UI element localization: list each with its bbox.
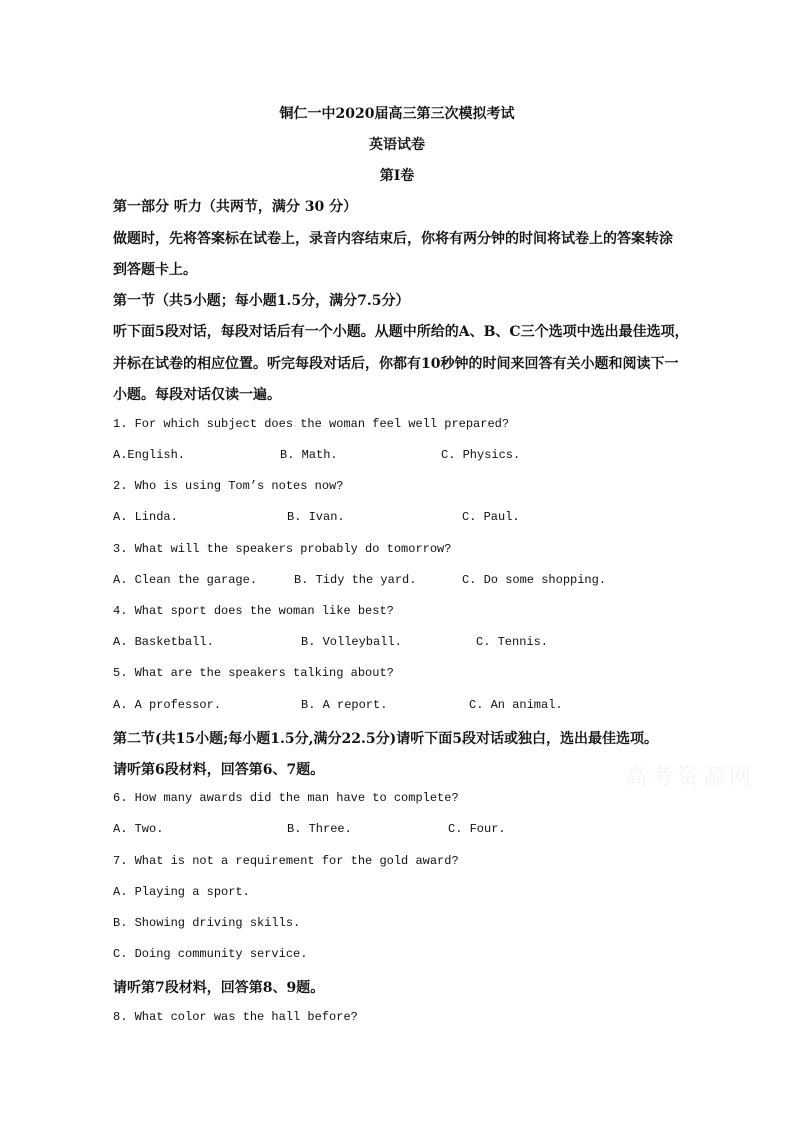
section1-heading: 第一节（共5小题；每小题1.5分，满分7.5分）	[113, 293, 410, 309]
question-4-option-a: A. Basketball.	[113, 635, 214, 649]
question-3-option-a: A. Clean the garage.	[113, 573, 258, 587]
question-7-option-b: B. Showing driving skills.	[113, 916, 301, 930]
exam-subject: 英语试卷	[369, 137, 425, 153]
question-2-option-c: C. Paul.	[462, 510, 520, 524]
question-2: 2. Who is using Tom’s notes now?	[113, 479, 344, 493]
material-6-instruction: 请听第6段材料，回答第6、7题。	[113, 762, 325, 778]
question-5-option-b: B. A report.	[301, 698, 388, 712]
question-1: 1. For which subject does the woman feel well prepared?	[113, 417, 510, 431]
question-4: 4. What sport does the woman like best?	[113, 604, 394, 618]
part1-instruction-line1: 做题时，先将答案标在试卷上，录音内容结束后，你将有两分钟的时间将试卷上的答案转涂	[113, 231, 673, 247]
question-7: 7. What is not a requirement for the gold award?	[113, 854, 459, 868]
question-6-option-c: C. Four.	[448, 822, 506, 836]
question-3-option-c: C. Do some shopping.	[462, 573, 607, 587]
section2-heading: 第二节(共15小题;每小题1.5分,满分22.5分)请听下面5段对话或独白，选出最佳选项。	[113, 731, 658, 747]
question-5: 5. What are the speakers talking about?	[113, 666, 394, 680]
exam-title: 铜仁一中2020届高三第三次模拟考试	[279, 106, 515, 122]
question-5-option-c: C. An animal.	[469, 698, 563, 712]
question-4-option-b: B. Volleyball.	[301, 635, 402, 649]
question-6-option-b: B. Three.	[287, 822, 352, 836]
section1-instruction-line1: 听下面5段对话，每段对话后有一个小题。从题中所给的A、B、C三个选项中选出最佳选项，	[113, 324, 689, 340]
question-3: 3. What will the speakers probably do tomorrow?	[113, 542, 452, 556]
question-1-option-c: C. Physics.	[441, 448, 521, 462]
question-5-option-a: A. A professor.	[113, 698, 222, 712]
question-4-option-c: C. Tennis.	[476, 635, 549, 649]
section1-instruction-line3: 小题。每段对话仅读一遍。	[113, 387, 281, 403]
question-3-option-b: B. Tidy the yard.	[294, 573, 417, 587]
section1-instruction-line2: 并标在试卷的相应位置。听完每段对话后，你都有10秒钟的时间来回答有关小题和阅读下一	[113, 356, 679, 372]
question-6: 6. How many awards did the man have to complete?	[113, 791, 459, 805]
part1-instruction-line2: 到答题卡上。	[113, 262, 197, 278]
question-2-option-a: A. Linda.	[113, 510, 178, 524]
question-6-option-a: A. Two.	[113, 822, 164, 836]
question-1-option-b: B. Math.	[280, 448, 338, 462]
question-7-option-c: C. Doing community service.	[113, 947, 308, 961]
material-7-instruction: 请听第7段材料，回答第8、9题。	[113, 980, 325, 996]
question-1-option-a: A.English.	[113, 448, 186, 462]
question-2-option-b: B. Ivan.	[287, 510, 345, 524]
exam-volume: 第Ⅰ卷	[379, 168, 415, 184]
question-8: 8. What color was the hall before?	[113, 1010, 358, 1024]
part1-heading: 第一部分 听力（共两节，满分 30 分）	[113, 199, 358, 215]
question-7-option-a: A. Playing a sport.	[113, 885, 250, 899]
watermark: 高考资源网	[625, 765, 756, 790]
